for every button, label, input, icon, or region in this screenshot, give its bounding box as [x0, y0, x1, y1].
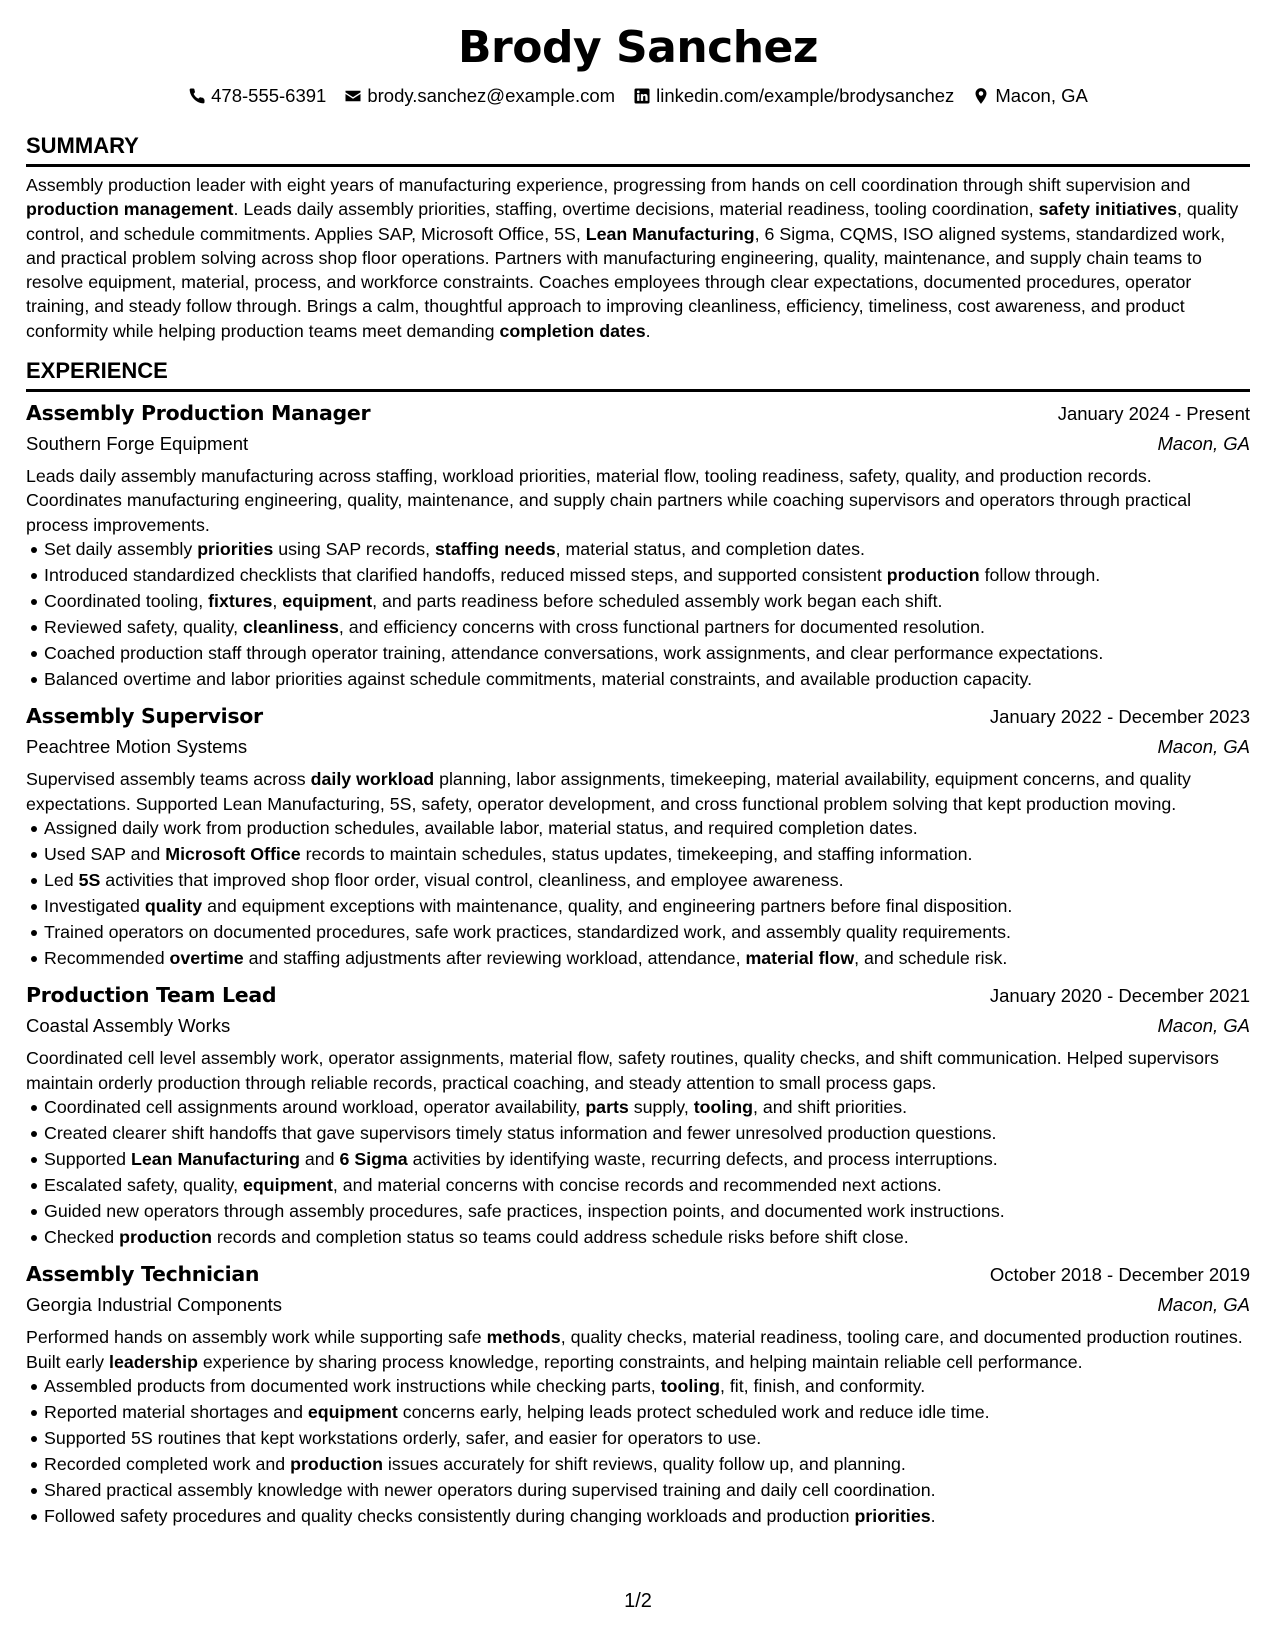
bullet-item — [26, 1478, 1250, 1504]
text-run: Guided new operators through assembly procedures, safe practices, inspection points, and documented work instructions. — [44, 1200, 1005, 1221]
job-bullets — [26, 537, 1250, 692]
contact-bar — [26, 84, 1250, 108]
text-run: activities by identifying waste, recurring defects, and process interruptions. — [407, 1148, 998, 1169]
contact-location — [972, 84, 1088, 108]
bold-keyword: cleanliness — [242, 616, 339, 637]
envelope-icon — [344, 87, 362, 105]
linkedin-url[interactable]: linkedin.com/example/brodysanchez — [656, 85, 955, 106]
text-run: Supervised assembly teams across — [26, 769, 311, 790]
text-run: and staffing adjustments after reviewing workload, attendance, — [243, 947, 746, 968]
bullet-item — [26, 1504, 1250, 1530]
text-run: , quality checks, material readiness, tooling care, and documented production routines. Built early — [26, 1327, 1243, 1372]
job-header-row — [26, 701, 1250, 732]
job-description — [26, 767, 1250, 816]
text-run: , — [272, 590, 283, 611]
contact-linkedin — [633, 84, 954, 108]
text-run: records to maintain schedules, status updates, timekeeping, and staffing information. — [300, 843, 973, 864]
bold-keyword: tooling — [693, 1097, 753, 1118]
text-run: records and completion status so teams could address schedule risks before shift close. — [211, 1226, 909, 1247]
job-header-row — [26, 1259, 1250, 1290]
bold-keyword: fixtures — [208, 590, 273, 611]
text-run: Investigated — [44, 895, 145, 916]
experience-heading: EXPERIENCE — [26, 357, 1250, 392]
job-company-row — [26, 1011, 1250, 1041]
job-location: Macon, GA — [1157, 1015, 1250, 1037]
job-description — [26, 1046, 1250, 1095]
text-run: and — [299, 1148, 340, 1169]
job-location: Macon, GA — [1157, 433, 1250, 455]
company-name: Georgia Industrial Components — [26, 1294, 283, 1316]
text-run: concerns early, helping leads protect scheduled work and reduce idle time. — [397, 1401, 990, 1422]
job-dates: January 2022 - December 2023 — [989, 706, 1250, 728]
bold-keyword: Lean Manufacturing — [585, 223, 755, 244]
job-dates: January 2024 - Present — [1057, 403, 1250, 425]
page-number: 1/2 — [624, 1590, 652, 1612]
job-company-row — [26, 1290, 1250, 1320]
candidate-name: Brody Sanchez — [457, 22, 819, 73]
bold-keyword: production — [290, 1453, 383, 1474]
job-location: Macon, GA — [1157, 736, 1250, 758]
bold-keyword: Microsoft Office — [165, 843, 301, 864]
bold-keyword: tooling — [660, 1376, 720, 1397]
text-run: Coordinated tooling, — [44, 590, 209, 611]
linkedin-icon — [633, 87, 651, 105]
job-company-row — [26, 732, 1250, 762]
bold-keyword: priorities — [197, 538, 274, 559]
text-run: Shared practical assembly knowledge with newer operators during supervised training and daily cell coordination. — [44, 1479, 936, 1500]
job-title: Production Team Lead — [26, 983, 277, 1008]
bullet-item — [26, 1452, 1250, 1478]
bullet-item — [26, 868, 1250, 894]
text-run: . — [930, 1505, 936, 1526]
text-run: , 6 Sigma, CQMS, ISO aligned systems, standardized work, and practical problem solving across shop floor operations. Partners with manufacturing engineering, quality, maintenance, and supply chain teams to resolve equipment, material, process, and workforce constraints. Coaches employees through clear expectations, documented procedures, operator training, and steady follow through. Brings a calm, thoughtful approach to improving cleanliness, efficiency, timeliness, cost awareness, and product conformity while helping production teams meet demanding — [26, 223, 1226, 341]
text-run: using SAP records, — [273, 538, 436, 559]
bullet-item — [26, 1121, 1250, 1147]
experience-section — [26, 357, 1250, 1529]
email-address[interactable]: brody.sanchez@example.com — [367, 85, 616, 106]
bullet-item — [26, 1199, 1250, 1225]
text-run: Escalated safety, quality, — [44, 1174, 243, 1195]
bold-keyword: methods — [486, 1327, 561, 1348]
text-run: Created clearer shift handoffs that gave supervisors timely status information and fewer unresolved production questions. — [44, 1122, 997, 1143]
text-run: , and parts readiness before scheduled assembly work began each shift. — [372, 590, 943, 611]
text-run: Trained operators on documented procedures, safe work practices, standardized work, and assembly quality requirements. — [44, 921, 1011, 942]
map-pin-icon — [972, 87, 990, 105]
bold-keyword: equipment — [307, 1401, 398, 1422]
job-company-row — [26, 429, 1250, 459]
bold-keyword: completion dates — [499, 320, 646, 341]
text-run: Followed safety procedures and quality checks consistently during changing workloads and production — [44, 1505, 855, 1526]
text-run: , and shift priorities. — [752, 1097, 908, 1118]
bold-keyword: quality — [144, 895, 203, 916]
summary-text — [26, 173, 1250, 343]
text-run: Recommended — [44, 947, 170, 968]
text-run: Used SAP and — [44, 843, 166, 864]
job-dates: January 2020 - December 2021 — [989, 985, 1250, 1007]
bold-keyword: 6 Sigma — [339, 1148, 408, 1169]
summary-heading: SUMMARY — [26, 132, 1250, 167]
bullet-item — [26, 842, 1250, 868]
text-run: Reported material shortages and — [44, 1401, 308, 1422]
bold-keyword: staffing needs — [435, 538, 556, 559]
text-run: Assembled products from documented work instructions while checking parts, — [44, 1376, 661, 1397]
text-run: activities that improved shop floor order, visual control, cleanliness, and employee awareness. — [100, 869, 844, 890]
bullet-item — [26, 615, 1250, 641]
text-run: and equipment exceptions with maintenance, quality, and engineering partners before final disposition. — [202, 895, 1013, 916]
job-entry — [26, 1259, 1250, 1529]
text-run: Recorded completed work and — [44, 1453, 291, 1474]
text-run: supply, — [628, 1097, 694, 1118]
bold-keyword: material flow — [745, 947, 855, 968]
bullet-item — [26, 537, 1250, 563]
bold-keyword: production — [119, 1226, 212, 1247]
bullet-item — [26, 1147, 1250, 1173]
job-title: Assembly Supervisor — [26, 704, 263, 729]
text-run: , and efficiency concerns with cross functional partners for documented resolution. — [338, 616, 985, 637]
job-entry — [26, 398, 1250, 692]
text-run: planning, labor assignments, timekeeping, material availability, equipment concerns, and quality expectations. Supported Lean Manufacturing, 5S, safety, operator development, and cross functional problem solving that kept production moving. — [26, 769, 1191, 814]
job-description — [26, 464, 1250, 537]
bullet-item — [26, 1426, 1250, 1452]
bullet-item — [26, 946, 1250, 972]
bold-keyword: parts — [585, 1097, 629, 1118]
company-name: Peachtree Motion Systems — [26, 736, 248, 758]
resume-page — [26, 0, 1250, 1650]
text-run: Coached production staff through operator training, attendance conversations, work assignments, and clear performance expectations. — [44, 642, 1104, 663]
text-run: issues accurately for shift reviews, quality follow up, and planning. — [382, 1453, 906, 1474]
bullet-item — [26, 1400, 1250, 1426]
bullet-item — [26, 589, 1250, 615]
summary-section — [26, 132, 1250, 343]
text-run: Supported 5S routines that kept workstations orderly, safer, and easier for operators to use. — [44, 1427, 762, 1448]
job-bullets — [26, 1095, 1250, 1250]
bold-keyword: priorities — [854, 1505, 931, 1526]
bold-keyword: safety initiatives — [1038, 199, 1178, 220]
text-run: Set daily assembly — [44, 538, 198, 559]
text-run: . — [645, 320, 651, 341]
job-entry — [26, 701, 1250, 971]
text-run: Leads daily assembly manufacturing across staffing, workload priorities, material flow, tooling readiness, safety, quality, and production records. Coordinates manufacturing engineering, quality, maintenance, and supply chain partners while coaching supervisors and operators through practical process improvements. — [26, 466, 1192, 535]
text-run: Performed hands on assembly work while supporting safe — [26, 1327, 487, 1348]
bullet-item — [26, 1095, 1250, 1121]
text-run: experience by sharing process knowledge, reporting constraints, and helping maintain reliable cell performance. — [197, 1351, 1083, 1372]
bullet-item — [26, 1173, 1250, 1199]
text-run: Checked — [44, 1226, 120, 1247]
bold-keyword: production — [886, 564, 980, 585]
bullet-item — [26, 1374, 1250, 1400]
job-location: Macon, GA — [1157, 1294, 1250, 1316]
phone-icon — [188, 87, 206, 105]
job-header-row — [26, 398, 1250, 429]
bold-keyword: equipment — [282, 590, 373, 611]
bold-keyword: daily workload — [310, 769, 435, 790]
text-run: , quality control, and schedule commitments. Applies SAP, Microsoft Office, 5S, — [26, 199, 1239, 244]
bold-keyword: equipment — [243, 1174, 333, 1195]
bold-keyword: production management — [26, 199, 234, 220]
company-name: Southern Forge Equipment — [26, 433, 249, 455]
resume-header — [26, 22, 1250, 108]
text-run: Reviewed safety, quality, — [44, 616, 243, 637]
text-run: Assembly production leader with eight years of manufacturing experience, progressing from hands on cell coordination through shift supervision and — [26, 175, 1191, 195]
bullet-item — [26, 920, 1250, 946]
bullet-item — [26, 816, 1250, 842]
text-run: , fit, finish, and conformity. — [719, 1376, 926, 1397]
location-text: Macon, GA — [995, 85, 1088, 106]
text-run: follow through. — [979, 564, 1101, 585]
bullet-item — [26, 1225, 1250, 1251]
bullet-item — [26, 563, 1250, 589]
job-title: Assembly Technician — [26, 1262, 260, 1287]
company-name: Coastal Assembly Works — [26, 1015, 231, 1037]
job-description — [26, 1325, 1250, 1374]
text-run: Introduced standardized checklists that clarified handoffs, reduced missed steps, and supported consistent — [44, 564, 887, 585]
text-run: Supported — [44, 1148, 131, 1169]
text-run: , material status, and completion dates. — [555, 538, 865, 559]
job-header-row — [26, 980, 1250, 1011]
job-bullets — [26, 816, 1250, 971]
bullet-item — [26, 894, 1250, 920]
contact-email — [344, 84, 615, 108]
bold-keyword: overtime — [169, 947, 244, 968]
bold-keyword: leadership — [109, 1351, 198, 1372]
job-entry — [26, 980, 1250, 1250]
text-run: . Leads daily assembly priorities, staffing, overtime decisions, material readiness, tooling coordination, — [233, 199, 1039, 220]
job-bullets — [26, 1374, 1250, 1529]
job-title: Assembly Production Manager — [26, 401, 371, 426]
text-run: , and material concerns with concise records and recommended next actions. — [332, 1174, 942, 1195]
contact-phone — [188, 84, 326, 108]
bullet-item — [26, 667, 1250, 693]
phone-number[interactable]: 478-555-6391 — [211, 85, 327, 106]
job-dates: October 2018 - December 2019 — [989, 1264, 1250, 1286]
bold-keyword: Lean Manufacturing — [131, 1148, 300, 1169]
bullet-item — [26, 641, 1250, 667]
bold-keyword: 5S — [78, 869, 101, 890]
job-list — [26, 398, 1250, 1529]
text-run: Coordinated cell assignments around workload, operator availability, — [44, 1097, 586, 1118]
text-run: Assigned daily work from production schedules, available labor, material status, and required completion dates. — [44, 818, 918, 838]
text-run: Coordinated cell level assembly work, operator assignments, material flow, safety routines, quality checks, and shift communication. Helped supervisors maintain orderly production through reliable records, practical coaching, and steady attention to small process gaps. — [26, 1048, 1219, 1093]
text-run: Led — [44, 869, 79, 890]
text-run: Balanced overtime and labor priorities against schedule commitments, material constraints, and available production capacity. — [44, 668, 1033, 689]
text-run: , and schedule risk. — [854, 947, 1008, 968]
